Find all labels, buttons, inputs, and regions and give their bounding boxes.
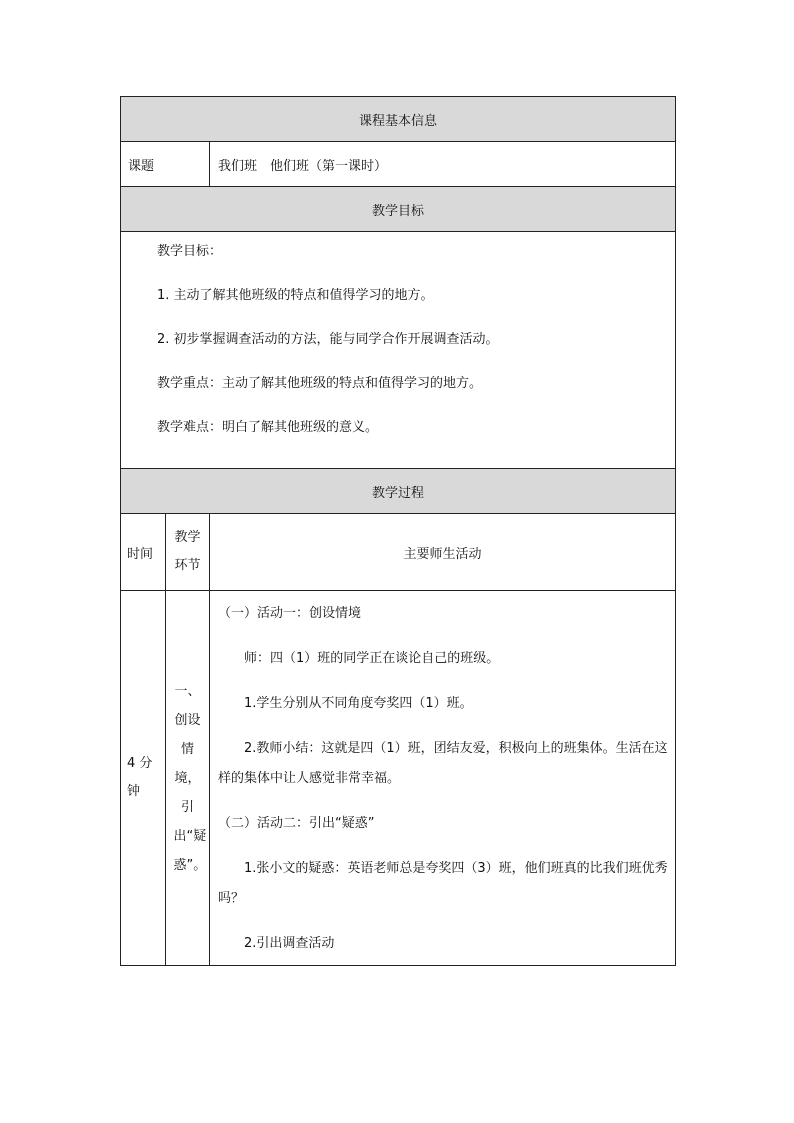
activity-1-step-2: 2.教师小结：这就是四（1）班，团结友爱，积极向上的班集体。生活在这样的集体中让人感觉非常幸福。 bbox=[218, 741, 668, 786]
topic-value: 我们班 他们班（第一课时） bbox=[210, 142, 676, 187]
basic-info-header: 课程基本信息 bbox=[121, 97, 676, 142]
objectives-title: 教学目标： bbox=[157, 244, 223, 259]
activity-column-header: 主要师生活动 bbox=[210, 514, 676, 591]
objectives-header: 教学目标 bbox=[121, 187, 676, 232]
activity-2-title: （二）活动二：引出“疑惑” bbox=[218, 816, 375, 831]
time-cell bbox=[121, 591, 166, 966]
activity-1-title: （一）活动一：创设情境 bbox=[218, 606, 362, 621]
step-column-header-text: 教学环节 bbox=[174, 530, 201, 573]
objective-item-2: 2. 初步掌握调查活动的方法，能与同学合作开展调查活动。 bbox=[157, 332, 499, 347]
activity-cell bbox=[210, 591, 676, 966]
table-row bbox=[121, 591, 676, 966]
activity-1-step-1: 1.学生分别从不同角度夸奖四（1）班。 bbox=[244, 696, 473, 711]
step-value: 一、创设情境，引出“疑惑”。 bbox=[173, 683, 207, 873]
activity-2-step-2: 2.引出调查活动 bbox=[244, 936, 335, 951]
time-value: 4 分钟 bbox=[127, 756, 153, 799]
step-cell bbox=[166, 591, 210, 966]
objective-item-1: 1. 主动了解其他班级的特点和值得学习的地方。 bbox=[157, 288, 434, 303]
lesson-plan-table bbox=[120, 96, 676, 966]
process-header: 教学过程 bbox=[121, 469, 676, 514]
key-point: 教学重点：主动了解其他班级的特点和值得学习的地方。 bbox=[157, 376, 483, 391]
activity-1-teacher-line: 师：四（1）班的同学正在谈论自己的班级。 bbox=[244, 651, 500, 666]
activity-2-step-1: 1.张小文的疑惑：英语老师总是夸奖四（3）班，他们班真的比我们班优秀吗？ bbox=[218, 861, 668, 906]
difficult-point: 教学难点：明白了解其他班级的意义。 bbox=[157, 420, 379, 435]
time-column-header: 时间 bbox=[121, 514, 166, 591]
topic-label: 课题 bbox=[121, 142, 210, 187]
lesson-plan-document bbox=[120, 96, 675, 966]
objectives-cell bbox=[121, 232, 676, 469]
step-column-header bbox=[166, 514, 210, 591]
